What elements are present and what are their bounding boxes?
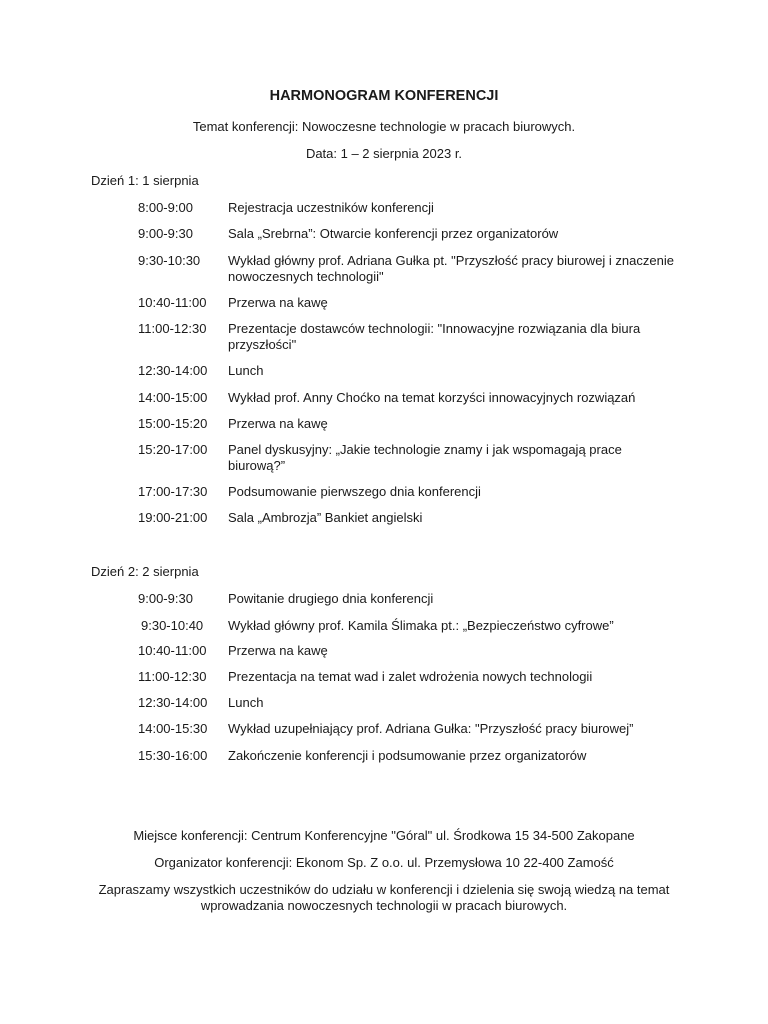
schedule-description: Wykład główny prof. Kamila Ślimaka pt.: „Bezpieczeństwo cyfrowe” <box>228 618 614 633</box>
schedule-time: 11:00-12:30 <box>138 669 207 684</box>
schedule-description: Lunch <box>228 695 264 710</box>
venue-info: Miejsce konferencji: Centrum Konferencyjne "Góral" ul. Środkowa 15 34-500 Zakopane <box>133 828 635 843</box>
invitation-text: Zapraszamy wszystkich uczestników do udziału w konferencji i dzielenia się swoją wiedzą na temat wprowadzania nowoczesnych technologii w pracach biurowych. <box>98 882 670 913</box>
schedule-description: Prezentacje dostawców technologii: "Innowacyjne rozwiązania dla biura przyszłości" <box>228 321 641 352</box>
schedule-description: Rejestracja uczestników konferencji <box>228 200 434 215</box>
schedule-time: 12:30-14:00 <box>138 695 208 710</box>
schedule-description: Wykład główny prof. Adriana Gułka pt. "Przyszłość pracy biurowej i znaczenie nowoczesnych technologii" <box>228 253 674 284</box>
schedule-time: 19:00-21:00 <box>138 510 208 525</box>
schedule-time: 8:00-9:00 <box>138 200 193 215</box>
schedule-description: Wykład uzupełniający prof. Adriana Gułka: "Przyszłość pracy biurowej” <box>228 721 634 736</box>
schedule-description: Sala „Srebrna”: Otwarcie konferencji przez organizatorów <box>228 226 559 241</box>
schedule-time: 15:00-15:20 <box>138 416 208 431</box>
document-title: HARMONOGRAM KONFERENCJI <box>269 88 499 104</box>
schedule-time: 11:00-12:30 <box>138 321 207 336</box>
schedule-description: Przerwa na kawę <box>228 643 328 658</box>
organizer-info: Organizator konferencji: Ekonom Sp. Z o.o. ul. Przemysłowa 10 22-400 Zamość <box>154 855 614 870</box>
schedule-time: 10:40-11:00 <box>138 295 207 310</box>
schedule-description: Zakończenie konferencji i podsumowanie przez organizatorów <box>228 748 587 763</box>
day1-heading: Dzień 1: 1 sierpnia <box>91 173 199 188</box>
schedule-description: Podsumowanie pierwszego dnia konferencji <box>228 484 481 499</box>
conference-topic: Temat konferencji: Nowoczesne technologie w pracach biurowych. <box>192 119 576 134</box>
schedule-time: 9:30-10:30 <box>138 253 201 268</box>
schedule-time: 15:30-16:00 <box>138 748 208 763</box>
schedule-description: Lunch <box>228 363 264 378</box>
schedule-time: 12:30-14:00 <box>138 363 208 378</box>
schedule-description: Sala „Ambrozja” Bankiet angielski <box>228 510 423 525</box>
schedule-description: Powitanie drugiego dnia konferencji <box>228 591 434 606</box>
schedule-time: 9:00-9:30 <box>138 591 193 606</box>
schedule-time: 10:40-11:00 <box>138 643 207 658</box>
day2-heading: Dzień 2: 2 sierpnia <box>91 564 199 579</box>
schedule-time: 9:00-9:30 <box>138 226 193 241</box>
schedule-description: Panel dyskusyjny: „Jakie technologie znamy i jak wspomagają prace biurową?” <box>228 442 622 473</box>
schedule-description: Przerwa na kawę <box>228 295 328 310</box>
schedule-time: 14:00-15:00 <box>138 390 208 405</box>
schedule-description: Przerwa na kawę <box>228 416 328 431</box>
schedule-description: Wykład prof. Anny Choćko na temat korzyści innowacyjnych rozwiązań <box>228 390 636 405</box>
conference-date: Data: 1 – 2 sierpnia 2023 r. <box>305 146 463 161</box>
schedule-description: Prezentacja na temat wad i zalet wdrożenia nowych technologii <box>228 669 593 684</box>
schedule-time: 15:20-17:00 <box>138 442 208 457</box>
schedule-time: 9:30-10:40 <box>141 618 204 633</box>
schedule-time: 14:00-15:30 <box>138 721 208 736</box>
schedule-time: 17:00-17:30 <box>138 484 208 499</box>
